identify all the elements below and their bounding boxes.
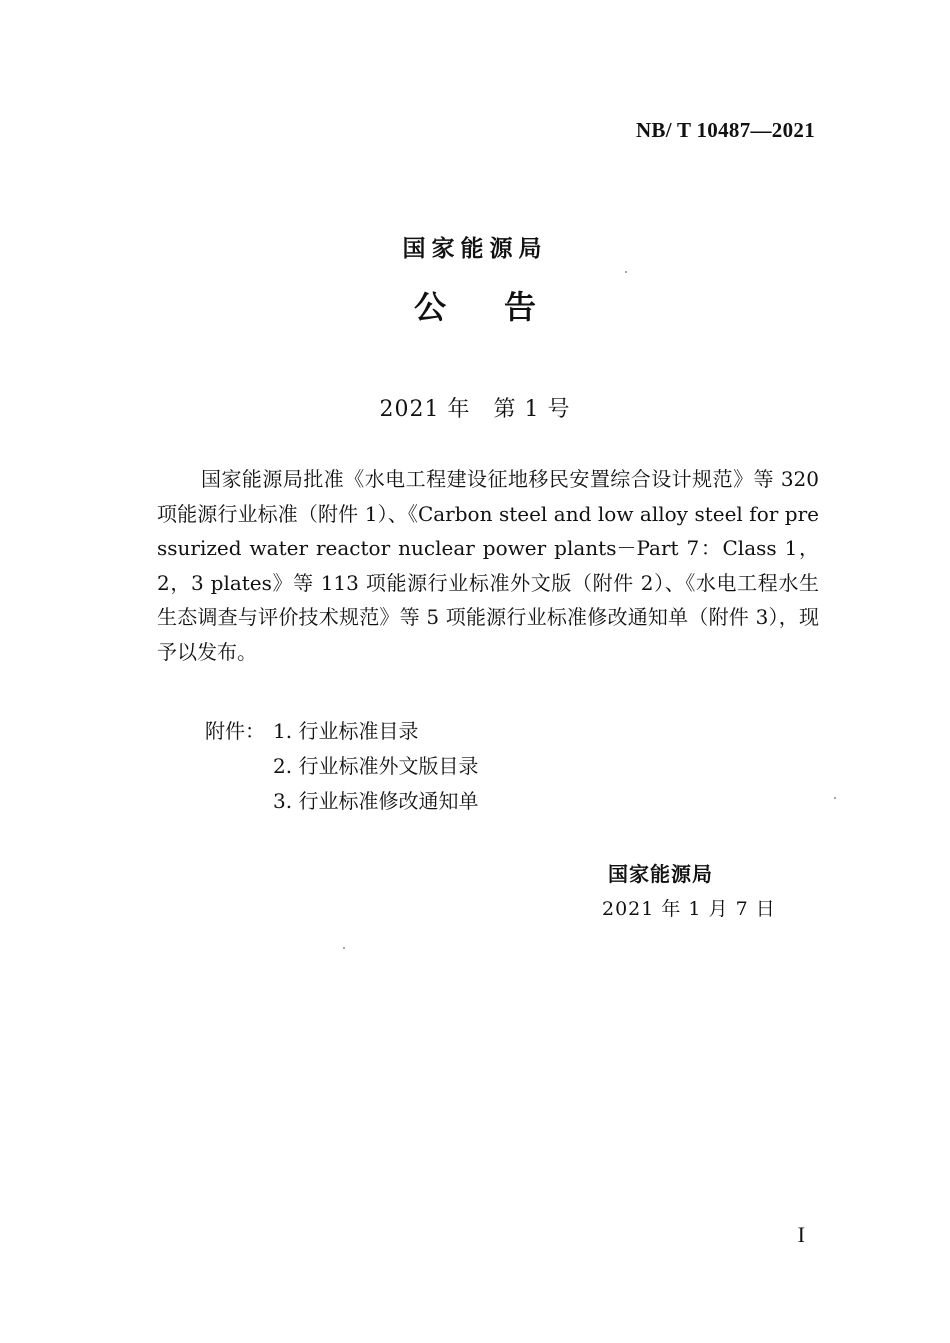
attachment-row-2 bbox=[205, 749, 478, 784]
signature-date: 2021 年 1 月 7 日 bbox=[602, 898, 776, 920]
attachment-item: 3. 行业标准修改通知单 bbox=[273, 789, 479, 813]
attachments-list bbox=[205, 714, 478, 819]
issuing-agency-title: 国家能源局 bbox=[402, 236, 548, 262]
attachments-label: 附件： bbox=[205, 719, 265, 743]
scan-speck bbox=[343, 947, 345, 949]
attachment-item: 1. 行业标准目录 bbox=[273, 719, 419, 743]
page-number: I bbox=[797, 1222, 805, 1247]
issue-number: 2021 年 第 1 号 bbox=[379, 397, 571, 422]
attachment-row-3 bbox=[205, 784, 478, 819]
signature-issuer: 国家能源局 bbox=[608, 862, 713, 886]
attachment-row-1 bbox=[205, 714, 478, 749]
notice-body: 国家能源局批准《水电工程建设征地移民安置综合设计规范》等 320 项能源行业标准（附件 1）、《Carbon steel and low alloy steel for pressurized water reactor nuclear power plants－Part 7：Class 1，2，3 plates》等 113 项能源行业标准外文版（附件 2）、《水电工程水生生态调查与评价技术规范》等 5 项能源行业标准修改通知单（附件 3），现予以发布。 bbox=[157, 467, 819, 664]
attachment-item: 2. 行业标准外文版目录 bbox=[273, 754, 479, 778]
scan-speck bbox=[834, 797, 836, 799]
standard-number: NB/ T 10487—2021 bbox=[635, 118, 815, 142]
notice-title: 公告 bbox=[413, 288, 594, 326]
scan-speck bbox=[625, 271, 627, 273]
